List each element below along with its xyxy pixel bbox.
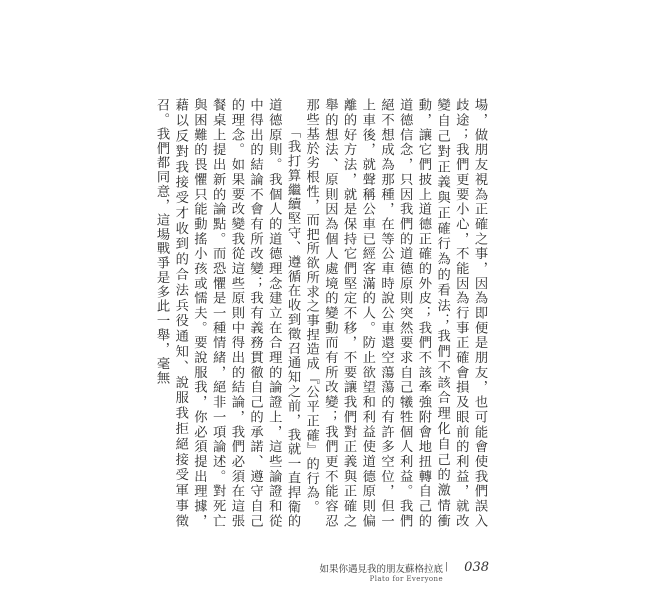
footer-separator: |: [444, 562, 448, 572]
running-subtitle: Plato for Everyone: [369, 575, 443, 583]
body-text: [154, 98, 488, 528]
paragraph-1: 場，做朋友視為正確之事，因為即便是朋友，也可能會使我們誤入歧途；我們更要小心，不能因為行事正確會損及眼前的利益，就改變自己對正義與正確行為的看法；我們不該合理化自己的激情衝動，讓它們披上道德正確的外皮；我們不該牽強附會地扭轉自己的道德信念，只因我們的道德原則突然要求自己犧牲個人利益。我們絕不想成為那種，在等公車時說公車還空蕩蕩的有許多空位，但一上車後，就聲稱公車已經客滿的人。防止欲望和利益使道德原則偏離的好方法，就是保持它們堅定不移，不要讓我們對正義與正確之舉的想法、原則因為個人處境的變動而有所改變；我們更不能容忍那些基於劣根性，而把所欲所求之事捏造成『公平正確』的行為。: [303, 98, 487, 528]
paragraph-2: 「我打算繼續堅守、遵循在收到徵召通知之前，我就一直捍衛的道德原則。我個人的道德理念建立在合理的論證上，這些論證和從中得出的結論不會有所改變；我有義務貫徹自己的承諾、遵守自己的理念。如果要改變我從這些原則中得出的結論，我們必須在這張餐桌上提出新的論點。而恐懼是一種情緒，絕非一項論述。對死亡與困難的畏懼只能動搖小孩或懦夫。要說服我，你必須提出理據，藉以反對我接受才收到的合法兵役通知、說服我拒絕接受軍事徵召。我們都同意，這場戰爭是多此一舉，毫無: [154, 98, 300, 528]
running-title: 如果你遇見我的朋友蘇格拉底: [319, 564, 443, 575]
page-footer: [229, 561, 489, 591]
page-number: 038: [464, 560, 489, 575]
